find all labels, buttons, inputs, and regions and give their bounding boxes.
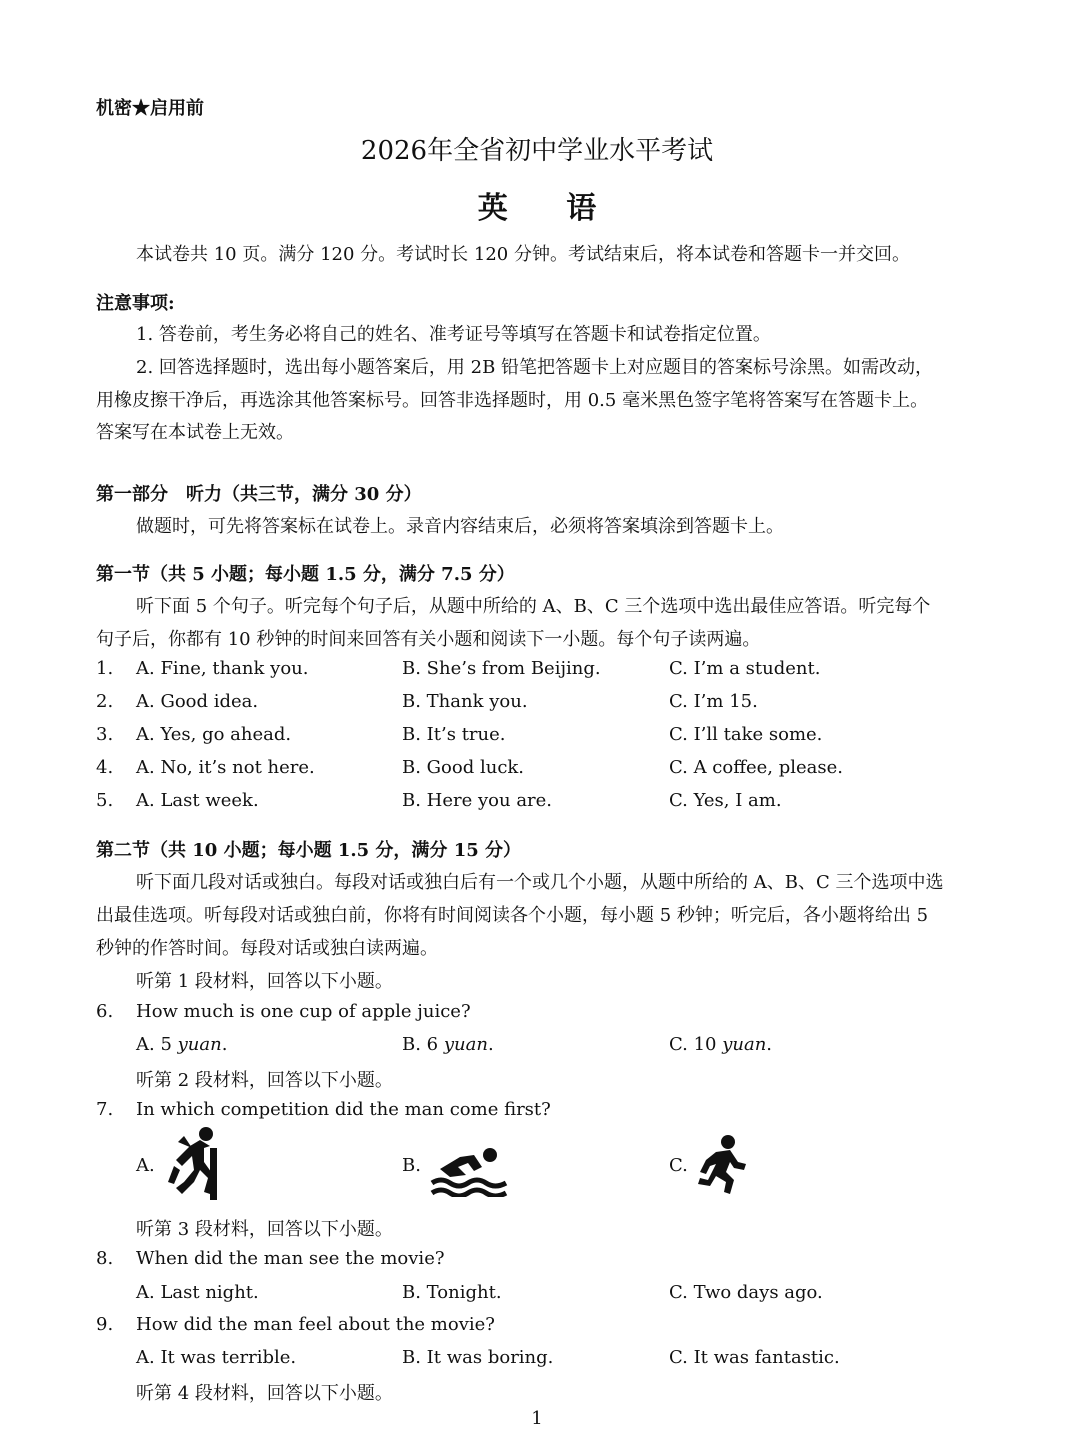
- option-a: A. 5 yuan.: [136, 1034, 228, 1055]
- note-1: 1. 答卷前，考生务必将自己的姓名、准考证号等填写在答题卡和试卷指定位置。: [136, 324, 771, 345]
- option-a: A. Fine, thank you.: [136, 658, 309, 679]
- note-2-line-1: 2. 回答选择题时，选出每小题答案后，用 2B 铅笔把答题卡上对应题目的答案标号涂黑。如需改动，: [136, 357, 934, 378]
- option-c: C. 10 yuan.: [669, 1034, 773, 1055]
- option-c: C. It was fantastic.: [669, 1347, 840, 1368]
- exam-title: 2026年全省初中学业水平考试: [360, 136, 714, 166]
- material-4-instruction: 听第 4 段材料，回答以下小题。: [136, 1383, 393, 1404]
- note-2-line-3: 答案写在本试卷上无效。: [96, 422, 294, 443]
- option-b-label: B.: [402, 1155, 421, 1176]
- section2-desc-1: 听下面几段对话或独白。每段对话或独白后有一个或几个小题，从题中所给的 A、B、C 三个选项中选: [136, 872, 944, 893]
- notes-heading: 注意事项:: [96, 293, 175, 314]
- section1-desc-1: 听下面 5 个句子。听完每个句子后，从题中所给的 A、B、C 三个选项中选出最佳应答语。听完每个: [136, 596, 931, 617]
- question-number: 1.: [96, 658, 114, 679]
- section2-desc-2: 出最佳选项。听每段对话或独白前，你将有时间阅读各个小题，每小题 5 秒钟；听完后，各小题将给出 5: [96, 905, 929, 926]
- option-c-label: C.: [669, 1155, 688, 1176]
- option-a: A. Yes, go ahead.: [136, 724, 292, 745]
- material-2-instruction: 听第 2 段材料，回答以下小题。: [136, 1070, 393, 1091]
- question-number: 7.: [96, 1099, 114, 1120]
- material-3-instruction: 听第 3 段材料，回答以下小题。: [136, 1219, 393, 1240]
- option-c: C. I’m 15.: [669, 691, 758, 712]
- question-number: 8.: [96, 1248, 114, 1269]
- climbing-icon: [164, 1126, 224, 1200]
- option-c: C. I’ll take some.: [669, 724, 823, 745]
- option-c: C. I’m a student.: [669, 658, 821, 679]
- option-a: A. Last week.: [136, 790, 259, 811]
- section1-heading: 第一节（共 5 小题；每小题 1.5 分，满分 7.5 分）: [96, 564, 515, 585]
- option-a-label: A.: [136, 1155, 155, 1176]
- question-8-text: When did the man see the movie?: [136, 1248, 445, 1269]
- option-b: B. Thank you.: [402, 691, 528, 712]
- question-number: 2.: [96, 691, 114, 712]
- option-b: B. It’s true.: [402, 724, 506, 745]
- part1-desc: 做题时，可先将答案标在试卷上。录音内容结束后，必须将答案填涂到答题卡上。: [136, 516, 784, 537]
- option-b: B. Tonight.: [402, 1282, 502, 1303]
- question-7-text: In which competition did the man come first?: [136, 1099, 551, 1120]
- option-c: C. Two days ago.: [669, 1282, 823, 1303]
- option-a: A. Last night.: [136, 1282, 259, 1303]
- question-9-text: How did the man feel about the movie?: [136, 1314, 495, 1335]
- option-a: A. Good idea.: [136, 691, 259, 712]
- page-number: 1: [531, 1408, 543, 1429]
- option-c: C. Yes, I am.: [669, 790, 782, 811]
- subject-title: 英 语: [477, 191, 621, 226]
- swimming-icon: [430, 1145, 508, 1197]
- option-b: B. She’s from Beijing.: [402, 658, 601, 679]
- option-b: B. 6 yuan.: [402, 1034, 494, 1055]
- option-a: A. It was terrible.: [136, 1347, 297, 1368]
- option-b: B. Good luck.: [402, 757, 525, 778]
- question-number: 6.: [96, 1001, 114, 1022]
- exam-intro: 本试卷共 10 页。满分 120 分。考试时长 120 分钟。考试结束后，将本试卷和答题卡一并交回。: [136, 244, 910, 265]
- material-1-instruction: 听第 1 段材料，回答以下小题。: [136, 971, 393, 992]
- part1-heading: 第一部分 听力（共三节，满分 30 分）: [96, 484, 422, 505]
- question-number: 9.: [96, 1314, 114, 1335]
- question-number: 5.: [96, 790, 114, 811]
- note-2-line-2: 用橡皮擦干净后，再选涂其他答案标号。回答非选择题时，用 0.5 毫米黑色签字笔将答案写在答题卡上。: [96, 390, 929, 411]
- question-number: 3.: [96, 724, 114, 745]
- section2-heading: 第二节（共 10 小题；每小题 1.5 分，满分 15 分）: [96, 840, 522, 861]
- option-c: C. A coffee, please.: [669, 757, 844, 778]
- question-number: 4.: [96, 757, 114, 778]
- question-6-text: How much is one cup of apple juice?: [136, 1001, 471, 1022]
- option-a: A. No, it’s not here.: [136, 757, 315, 778]
- option-b: B. Here you are.: [402, 790, 553, 811]
- section2-desc-3: 秒钟的作答时间。每段对话或独白读两遍。: [96, 938, 438, 959]
- option-b: B. It was boring.: [402, 1347, 554, 1368]
- confidential-label: 机密★启用前: [96, 98, 204, 119]
- running-icon: [694, 1134, 750, 1194]
- section1-desc-2: 句子后，你都有 10 秒钟的时间来回答有关小题和阅读下一小题。每个句子读两遍。: [96, 629, 761, 650]
